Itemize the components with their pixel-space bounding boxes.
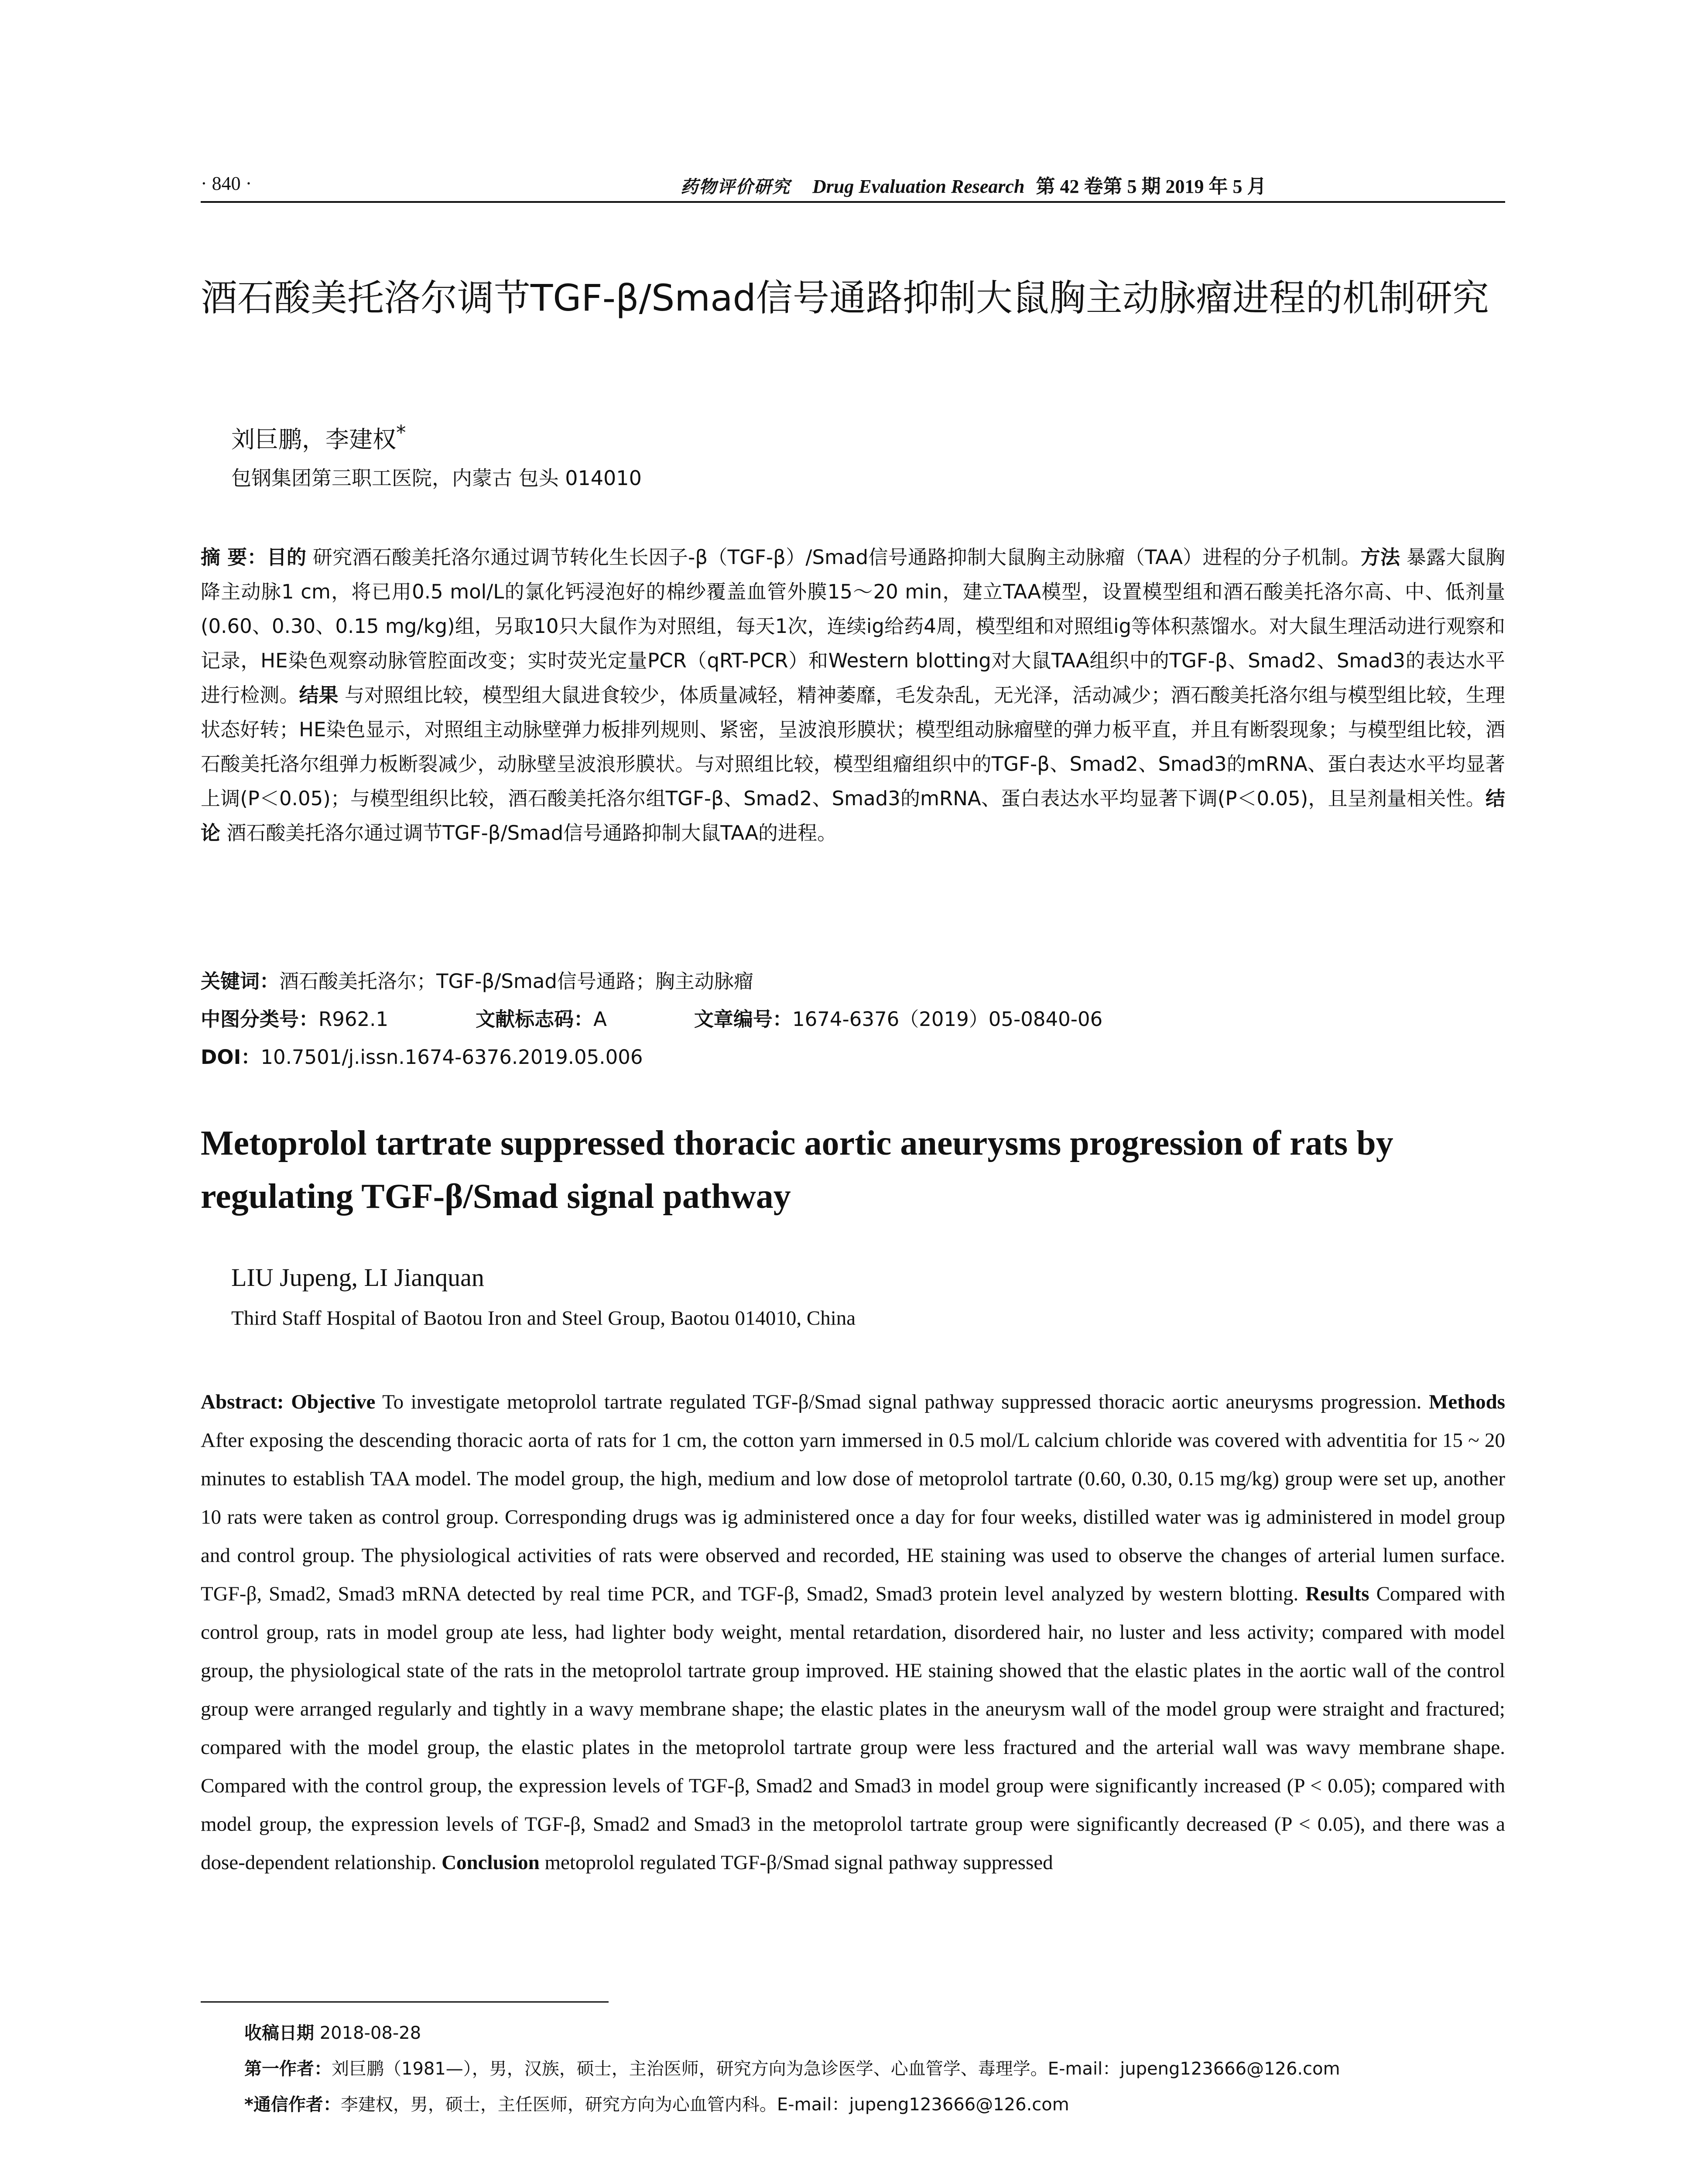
doc-code: A — [593, 1008, 607, 1031]
corresponding-author-note — [244, 2087, 1340, 2123]
conclusion-label: Conclusion — [442, 1851, 540, 1874]
abstract-label: 摘 要： — [201, 546, 267, 569]
article-number-label: 文章编号： — [694, 1008, 792, 1031]
objective-text: To investigate metoprolol tartrate regulated TGF-β/Smad signal pathway suppressed thoracic aortic aneurysms progression. — [375, 1391, 1422, 1413]
english-affiliation: Third Staff Hospital of Baotou Iron and Steel Group, Baotou 014010, China — [231, 1307, 856, 1330]
received-date — [244, 2015, 1340, 2051]
article-number: 1674-6376（2019）05-0840-06 — [792, 1008, 1103, 1031]
chinese-title: 酒石酸美托洛尔调节TGF-β/Smad信号通路抑制大鼠胸主动脉瘤进程的机制研究 — [201, 277, 1489, 319]
conclusion-label: 结论 — [201, 787, 1505, 844]
methods-text: 暴露大鼠胸降主动脉1 cm，将已用0.5 mol/L的氯化钙浸泡好的棉纱覆盖血管外膜15～20 min，建立TAA模型，设置模型组和酒石酸美托洛尔高、中、低剂量(0.60、0.30、0.15 mg/kg)组，另取10只大鼠作为对照组，每天1次，连续ig给药4周，模型组和对照组ig等体积蒸馏水。对大鼠生理活动进行观察和记录，HE染色观察动脉管腔面改变；实时荧光定量PCR（qRT-PCR）和Western blotting对大鼠TAA组织中的TGF-β、Smad2、Smad3的表达水平进行检测。 — [201, 546, 1505, 707]
chinese-affiliation: 包钢集团第三职工医院，内蒙古 包头 014010 — [231, 466, 642, 490]
english-abstract — [201, 1383, 1505, 1882]
doi[interactable]: 10.7501/j.issn.1674-6376.2019.05.006 — [260, 1046, 643, 1069]
results-text: Compared with control group, rats in model group ate less, had lighter body weight, mental retardation, disordered hair, no luster and less activity; compared with model group, the physiological state of the rats in the metoprolol tartrate group improved. HE staining showed that the elastic plates in the aortic wall of the control group were arranged regularly and tightly in a wavy membrane shape; the elastic plates in the aneurysm wall of the model group were straight and fractured; compared with the model group, the elastic plates in the metoprolol tartrate group were less fractured and the arterial wall was wavy membrane shape. Compared with the control group, the expression levels of TGF-β, Smad2 and Smad3 in model group were significantly increased (P < 0.05); compared with model group, the expression levels of TGF-β, Smad2 and Smad3 in the metoprolol tartrate group were significantly decreased (P < 0.05), and there was a dose-dependent relationship. — [201, 1583, 1505, 1874]
keywords: 酒石酸美托洛尔；TGF-β/Smad信号通路；胸主动脉瘤 — [279, 970, 753, 993]
footnotes — [244, 2015, 1340, 2123]
objective-text: 研究酒石酸美托洛尔通过调节转化生长因子-β（TGF-β）/Smad信号通路抑制大鼠胸主动脉瘤（TAA）进程的分子机制。 — [306, 546, 1361, 569]
methods-label: 方法 — [1360, 546, 1400, 569]
english-authors: LIU Jupeng, LI Jianquan — [231, 1263, 484, 1292]
doc-code-label: 文献标志码： — [476, 1008, 594, 1031]
clc-code: R962.1 — [318, 1008, 389, 1031]
corresponding-info: 李建权，男，硕士，主任医师，研究方向为心血管内科。E-mail：jupeng123666@126.com — [340, 2095, 1069, 2115]
methods-text: After exposing the descending thoracic aorta of rats for 1 cm, the cotton yarn immersed in 0.5 mol/L calcium chloride was covered with adventitia for 15 ~ 20 minutes to establish TAA model. The model group, the high, medium and low dose of metoprolol tartrate (0.60, 0.30, 0.15 mg/kg) group were set up, another 10 rats were taken as control group. Corresponding drugs was ig administered once a day for four weeks, distilled water was ig administered in model group and control group. The physiological activities of rats were observed and recorded, HE staining was used to observe the changes of arterial lumen surface. TGF-β, Smad2, Smad3 mRNA detected by real time PCR, and TGF-β, Smad2, Smad3 protein level analyzed by western blotting. — [201, 1429, 1505, 1605]
objective-label: Objective — [291, 1391, 376, 1413]
keywords-line — [201, 965, 753, 994]
abstract-label: Abstract: — [201, 1391, 284, 1413]
journal-info — [681, 171, 1266, 198]
page-number: · 840 · — [201, 173, 252, 194]
keywords-label: 关键词： — [201, 970, 280, 993]
results-label: Results — [1305, 1583, 1369, 1605]
corresponding-mark: * — [396, 421, 406, 444]
methods-label: Methods — [1429, 1391, 1506, 1413]
results-text: 与对照组比较，模型组大鼠进食较少，体质量减轻，精神萎靡，毛发杂乱，无光泽，活动减少；酒石酸美托洛尔组与模型组比较，生理状态好转；HE染色显示，对照组主动脉壁弹力板排列规则、紧密，呈波浪形膜状；模型组动脉瘤壁的弹力板平直，并且有断裂现象；与模型组比较，酒石酸美托洛尔组弹力板断裂减少，动脉壁呈波浪形膜状。与对照组比较，模型组瘤组织中的TGF-β、Smad2、Smad3的mRNA、蛋白表达水平均显著上调(P＜0.05)；与模型组织比较，酒石酸美托洛尔组TGF-β、Smad2、Smad3的mRNA、蛋白表达水平均显著下调(P＜0.05)，且呈剂量相关性。 — [201, 684, 1505, 810]
classification-line — [201, 1003, 1102, 1032]
conclusion-text: 酒石酸美托洛尔通过调节TGF-β/Smad信号通路抑制大鼠TAA的进程。 — [220, 821, 837, 844]
journal-name: Drug Evaluation Research — [812, 176, 1025, 197]
issue-info: 第 42 卷第 5 期 2019 年 5 月 — [1036, 176, 1266, 197]
conclusion-text: metoprolol regulated TGF-β/Smad signal pathway suppressed — [539, 1851, 1053, 1874]
english-title: Metoprolol tartrate suppressed thoracic aortic aneurysms progression of rats by regulating TGF-β/Smad signal pathway — [201, 1124, 1393, 1216]
received-value: 2018-08-28 — [314, 2023, 421, 2043]
running-header — [201, 168, 1505, 203]
objective-label: 目的 — [267, 546, 307, 569]
first-author-label: 第一作者： — [244, 2059, 332, 2079]
doi-line — [201, 1041, 643, 1070]
clc-label: 中图分类号： — [201, 1008, 319, 1031]
chinese-abstract — [201, 540, 1505, 850]
first-author-info: 刘巨鹏（1981—），男，汉族，硕士，主治医师，研究方向为急诊医学、心血管学、毒理学。E-mail：jupeng123666@126.com — [332, 2059, 1340, 2079]
first-author-note — [244, 2051, 1340, 2087]
corresponding-label: *通信作者： — [244, 2095, 341, 2115]
footnote-rule — [201, 2001, 609, 2003]
results-label: 结果 — [299, 684, 339, 707]
doi-label: DOI： — [201, 1046, 261, 1069]
chinese-authors — [231, 421, 406, 455]
received-label: 收稿日期 — [244, 2023, 314, 2043]
header-rule — [201, 201, 1505, 203]
journal-logo: 药物评价研究 — [681, 177, 791, 197]
author-names: 刘巨鹏，李建权 — [231, 426, 396, 453]
